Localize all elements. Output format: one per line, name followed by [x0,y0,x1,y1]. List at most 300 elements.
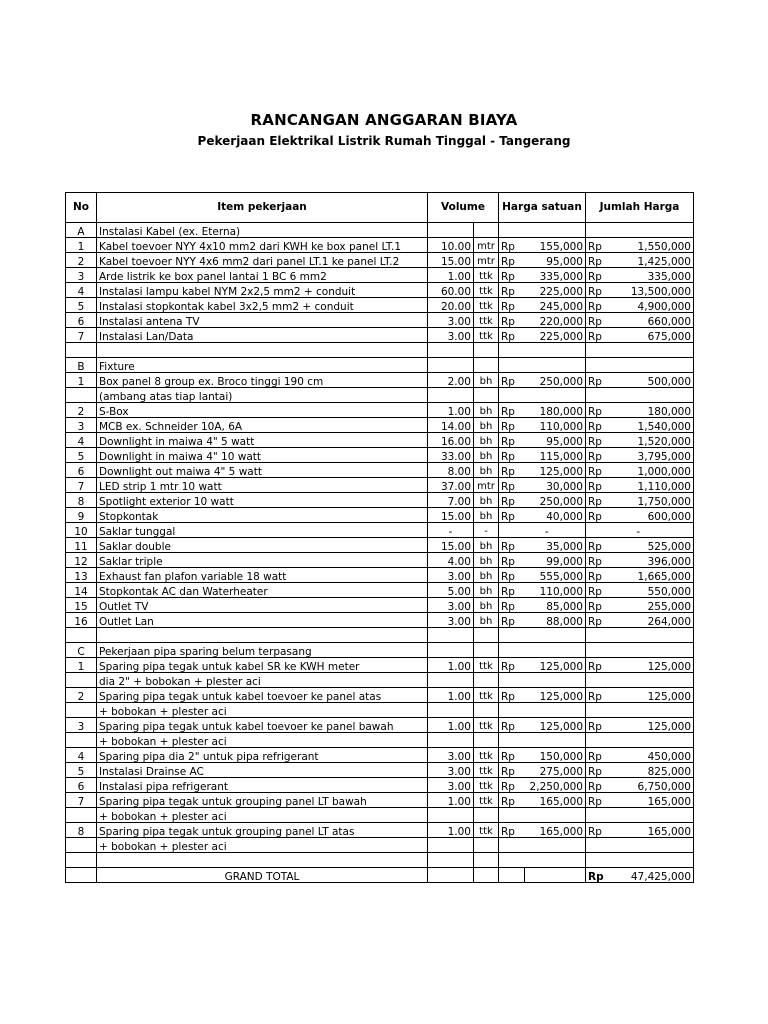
cell-no: C [66,643,97,658]
cell-unit: bh [474,448,499,463]
cell-unit: ttk [474,823,499,838]
cell-volume: 1.00 [428,688,474,703]
cell-item: + bobokan + plester aci [97,703,428,718]
cell-no: 8 [66,493,97,508]
cell-unit-price [525,358,586,373]
cell-unit: bh [474,418,499,433]
cell-item: Instalasi pipa refrigerant [97,778,428,793]
cell-currency: Rp [499,433,525,448]
cell-no [66,388,97,403]
cell-currency: Rp [499,298,525,313]
cell-no [66,733,97,748]
cell-total-price: 675,000 [610,328,694,343]
cell-no: 7 [66,793,97,808]
cell-unit: ttk [474,793,499,808]
cell-volume: 15.00 [428,253,474,268]
cell-currency [499,838,525,853]
cell-no: 4 [66,433,97,448]
cell-item: Instalasi Drainse AC [97,763,428,778]
cell-total-price: 1,750,000 [610,493,694,508]
cell-item [97,628,428,643]
cell-currency: Rp [499,718,525,733]
table-row [66,763,694,778]
cell-total-price: 550,000 [610,583,694,598]
cell-no: 11 [66,538,97,553]
cell-total-price: - [610,523,694,538]
cell-currency: Rp [499,658,525,673]
cell-unit [474,838,499,853]
cell-item: Saklar tunggal [97,523,428,538]
cell-no: 16 [66,613,97,628]
cell-currency: Rp [586,313,610,328]
table-row [66,298,694,313]
table-row [66,418,694,433]
cell-no: 14 [66,583,97,598]
cell-item: + bobokan + plester aci [97,733,428,748]
cell-unit-price [525,643,586,658]
cell-currency: Rp [586,658,610,673]
cell-currency: Rp [499,613,525,628]
cell-total-price [610,358,694,373]
grand-total-no-cell [66,868,97,883]
table-row [66,463,694,478]
cell-no: 10 [66,523,97,538]
cell-unit-price: 40,000 [525,508,586,523]
cell-currency: Rp [586,763,610,778]
cell-volume [428,628,474,643]
cell-unit [474,388,499,403]
cell-total-price: 525,000 [610,538,694,553]
cell-volume: 15.00 [428,508,474,523]
cell-currency: Rp [499,238,525,253]
cell-unit: bh [474,553,499,568]
grand-total-label: GRAND TOTAL [97,868,428,883]
cell-unit-price: 335,000 [525,268,586,283]
grand-total-value: 47,425,000 [610,868,694,883]
cell-unit [474,853,499,868]
cell-total-price: 1,520,000 [610,433,694,448]
cell-unit: ttk [474,313,499,328]
cell-unit-price: 225,000 [525,283,586,298]
table-row [66,808,694,823]
table-row [66,433,694,448]
header-item: Item pekerjaan [97,193,428,223]
cell-volume: 3.00 [428,598,474,613]
table-row [66,733,694,748]
cell-total-price: 1,550,000 [610,238,694,253]
cell-currency [586,358,610,373]
cell-currency [499,703,525,718]
cell-item: Fixture [97,358,428,373]
cell-item: Sparing pipa tegak untuk grouping panel LT atas [97,823,428,838]
cell-no [66,673,97,688]
cell-volume [428,358,474,373]
cell-no [66,628,97,643]
cell-item: Sparing pipa tegak untuk kabel toevoer ke panel bawah [97,718,428,733]
cell-item: Sparing pipa dia 2" untuk pipa refrigerant [97,748,428,763]
table-row [66,388,694,403]
cell-item: Outlet Lan [97,613,428,628]
cell-unit-price: 125,000 [525,688,586,703]
cell-no: 1 [66,658,97,673]
cell-volume: 14.00 [428,418,474,433]
cell-no: 4 [66,283,97,298]
cell-unit [474,643,499,658]
table-row [66,478,694,493]
cell-total-price [610,643,694,658]
cell-currency: Rp [586,583,610,598]
cell-no [66,343,97,358]
cell-currency [586,628,610,643]
cell-volume: 1.00 [428,658,474,673]
cell-total-price [610,628,694,643]
cell-volume [428,838,474,853]
cell-currency: Rp [586,418,610,433]
cell-unit-price: 115,000 [525,448,586,463]
cell-unit: bh [474,508,499,523]
cell-currency [586,223,610,238]
cell-no: 3 [66,268,97,283]
cell-volume: 1.00 [428,823,474,838]
cell-item [97,853,428,868]
cell-unit-price [525,628,586,643]
cell-currency: Rp [586,553,610,568]
cell-unit [474,358,499,373]
cell-item: MCB ex. Schneider 10A, 6A [97,418,428,433]
cell-currency [586,838,610,853]
table-row [66,793,694,808]
cell-total-price [610,388,694,403]
cell-item: Sparing pipa tegak untuk grouping panel LT bawah [97,793,428,808]
cell-unit-price: 180,000 [525,403,586,418]
cell-unit [474,808,499,823]
cell-volume: 10.00 [428,238,474,253]
cell-currency: Rp [586,298,610,313]
cell-total-price: 165,000 [610,793,694,808]
cell-currency: Rp [499,688,525,703]
cell-currency: Rp [499,583,525,598]
cell-currency: Rp [499,793,525,808]
cell-volume: 4.00 [428,553,474,568]
cell-no: B [66,358,97,373]
cell-total-price [610,808,694,823]
cell-currency: Rp [586,268,610,283]
cell-no: 5 [66,448,97,463]
cell-item: Stopkontak AC dan Waterheater [97,583,428,598]
cell-unit-price: 250,000 [525,373,586,388]
cell-currency: Rp [499,568,525,583]
header-jumlah-harga: Jumlah Harga [586,193,694,223]
cell-currency [499,733,525,748]
cell-currency: Rp [499,463,525,478]
table-row [66,838,694,853]
cell-unit: bh [474,403,499,418]
table-row [66,748,694,763]
table-row [66,688,694,703]
cell-unit-price: - [525,523,586,538]
cell-currency: Rp [499,313,525,328]
cell-total-price [610,673,694,688]
cell-volume: 1.00 [428,268,474,283]
cell-volume [428,853,474,868]
cell-item: Downlight in maiwa 4" 5 watt [97,433,428,448]
cell-volume: 3.00 [428,568,474,583]
cell-unit-price: 555,000 [525,568,586,583]
cell-currency [499,628,525,643]
cell-unit: ttk [474,778,499,793]
cell-volume: 3.00 [428,613,474,628]
table-row [66,448,694,463]
cell-total-price: 255,000 [610,598,694,613]
table-row [66,613,694,628]
cell-volume [428,223,474,238]
cell-currency: Rp [499,373,525,388]
cell-currency: Rp [586,598,610,613]
cell-unit: ttk [474,298,499,313]
cell-no: 6 [66,778,97,793]
cell-unit-price: 99,000 [525,553,586,568]
table-row [66,718,694,733]
cell-currency [586,343,610,358]
cell-unit-price: 150,000 [525,748,586,763]
cell-item: (ambang atas tiap lantai) [97,388,428,403]
cell-currency: Rp [586,748,610,763]
cell-currency: Rp [586,478,610,493]
table-row [66,403,694,418]
cell-no: 2 [66,403,97,418]
cell-unit [474,628,499,643]
cell-unit-price: 125,000 [525,718,586,733]
cell-total-price [610,343,694,358]
document-subtitle: Pekerjaan Elektrikal Listrik Rumah Tinggal - Tangerang [197,134,571,148]
cell-total-price: 125,000 [610,688,694,703]
cell-currency [586,808,610,823]
cell-currency [586,853,610,868]
header-volume: Volume [428,193,499,223]
cell-currency: Rp [586,613,610,628]
table-row [66,313,694,328]
cell-unit: bh [474,373,499,388]
table-row [66,493,694,508]
cell-currency: Rp [586,778,610,793]
cell-currency [499,643,525,658]
cell-volume [428,343,474,358]
cell-total-price: 6,750,000 [610,778,694,793]
budget-table [65,192,694,883]
cell-volume: 20.00 [428,298,474,313]
cell-total-price [610,838,694,853]
cell-unit: ttk [474,283,499,298]
cell-no: 15 [66,598,97,613]
header-harga-satuan: Harga satuan [499,193,586,223]
table-row [66,328,694,343]
cell-currency [586,733,610,748]
cell-currency: Rp [586,823,610,838]
cell-volume [428,673,474,688]
cell-unit-price [525,223,586,238]
cell-item: Spotlight exterior 10 watt [97,493,428,508]
cell-item: + bobokan + plester aci [97,838,428,853]
cell-currency [586,703,610,718]
cell-no: 5 [66,763,97,778]
cell-currency: Rp [586,538,610,553]
cell-unit: ttk [474,718,499,733]
cell-currency: Rp [499,553,525,568]
cell-currency: Rp [499,478,525,493]
cell-currency: Rp [499,763,525,778]
cell-currency: Rp [586,283,610,298]
cell-currency: Rp [586,238,610,253]
cell-item: Instalasi Lan/Data [97,328,428,343]
cell-unit: - [474,523,499,538]
cell-item: Box panel 8 group ex. Broco tinggi 190 cm [97,373,428,388]
cell-unit-price: 225,000 [525,328,586,343]
cell-volume: 3.00 [428,748,474,763]
cell-unit-price: 165,000 [525,793,586,808]
cell-volume: - [428,523,474,538]
cell-unit: mtr [474,478,499,493]
cell-unit [474,673,499,688]
section-row [66,643,694,658]
cell-volume: 1.00 [428,793,474,808]
cell-unit-price: 165,000 [525,823,586,838]
cell-volume: 33.00 [428,448,474,463]
cell-unit: mtr [474,238,499,253]
table-row [66,538,694,553]
cell-item: Exhaust fan plafon variable 18 watt [97,568,428,583]
blank-row [66,343,694,358]
table-row [66,523,694,538]
cell-no: A [66,223,97,238]
cell-total-price: 1,425,000 [610,253,694,268]
cell-unit-price [525,388,586,403]
cell-currency: Rp [586,253,610,268]
cell-no: 5 [66,298,97,313]
cell-item: Stopkontak [97,508,428,523]
table-row [66,268,694,283]
cell-total-price: 180,000 [610,403,694,418]
cell-currency: Rp [499,403,525,418]
cell-volume: 7.00 [428,493,474,508]
cell-volume: 37.00 [428,478,474,493]
cell-volume [428,703,474,718]
table-row [66,673,694,688]
cell-total-price: 264,000 [610,613,694,628]
cell-no: 1 [66,373,97,388]
cell-unit-price [525,673,586,688]
cell-item [97,343,428,358]
cell-currency: Rp [499,598,525,613]
table-header-row [66,193,694,223]
cell-item: Instalasi stopkontak kabel 3x2,5 mm2 + conduit [97,298,428,313]
grand-total-currency: Rp [586,868,610,883]
cell-currency: Rp [586,688,610,703]
cell-currency: Rp [586,793,610,808]
cell-item: dia 2" + bobokan + plester aci [97,673,428,688]
cell-total-price: 3,795,000 [610,448,694,463]
cell-item: Saklar double [97,538,428,553]
cell-volume: 15.00 [428,538,474,553]
cell-currency: Rp [499,253,525,268]
cell-total-price: 396,000 [610,553,694,568]
cell-unit: bh [474,598,499,613]
cell-item: + bobokan + plester aci [97,808,428,823]
cell-currency: Rp [586,328,610,343]
cell-volume [428,808,474,823]
grand-total-row [66,868,694,883]
cell-unit-price: 125,000 [525,658,586,673]
cell-item: Saklar triple [97,553,428,568]
cell-currency: Rp [499,778,525,793]
table-row [66,508,694,523]
cell-currency [499,388,525,403]
cell-item: Sparing pipa tegak untuk kabel SR ke KWH meter [97,658,428,673]
table-body [66,223,694,868]
cell-item: Instalasi Kabel (ex. Eterna) [97,223,428,238]
cell-item: LED strip 1 mtr 10 watt [97,478,428,493]
cell-currency [499,223,525,238]
cell-total-price: 450,000 [610,748,694,763]
cell-no: 13 [66,568,97,583]
cell-total-price: 335,000 [610,268,694,283]
cell-unit: bh [474,463,499,478]
cell-currency [499,523,525,538]
cell-no: 2 [66,688,97,703]
cell-currency [499,358,525,373]
cell-no: 7 [66,328,97,343]
cell-currency: Rp [499,493,525,508]
cell-currency: Rp [499,268,525,283]
blank-row [66,628,694,643]
cell-currency [499,853,525,868]
cell-unit-price: 85,000 [525,598,586,613]
cell-item: Instalasi lampu kabel NYM 2x2,5 mm2 + conduit [97,283,428,298]
cell-volume: 1.00 [428,403,474,418]
table-row [66,823,694,838]
cell-volume: 8.00 [428,463,474,478]
cell-volume: 3.00 [428,313,474,328]
cell-unit-price: 35,000 [525,538,586,553]
cell-no: 6 [66,463,97,478]
header-no: No [66,193,97,223]
cell-no [66,808,97,823]
cell-volume: 3.00 [428,328,474,343]
table-row [66,253,694,268]
cell-volume [428,733,474,748]
cell-total-price: 1,000,000 [610,463,694,478]
cell-no [66,838,97,853]
cell-no: 6 [66,313,97,328]
cell-currency: Rp [586,508,610,523]
cell-currency: Rp [499,823,525,838]
cell-item: Kabel toevoer NYY 4x6 mm2 dari panel LT.1 ke panel LT.2 [97,253,428,268]
cell-volume: 5.00 [428,583,474,598]
table-row [66,658,694,673]
table-row [66,778,694,793]
cell-volume: 2.00 [428,373,474,388]
cell-currency: Rp [586,718,610,733]
cell-volume: 1.00 [428,718,474,733]
cell-item: Instalasi antena TV [97,313,428,328]
cell-currency: Rp [499,448,525,463]
cell-currency: Rp [586,568,610,583]
section-row [66,358,694,373]
table-row [66,283,694,298]
cell-unit: ttk [474,658,499,673]
cell-currency: Rp [499,283,525,298]
cell-unit-price [525,703,586,718]
cell-currency: Rp [499,418,525,433]
